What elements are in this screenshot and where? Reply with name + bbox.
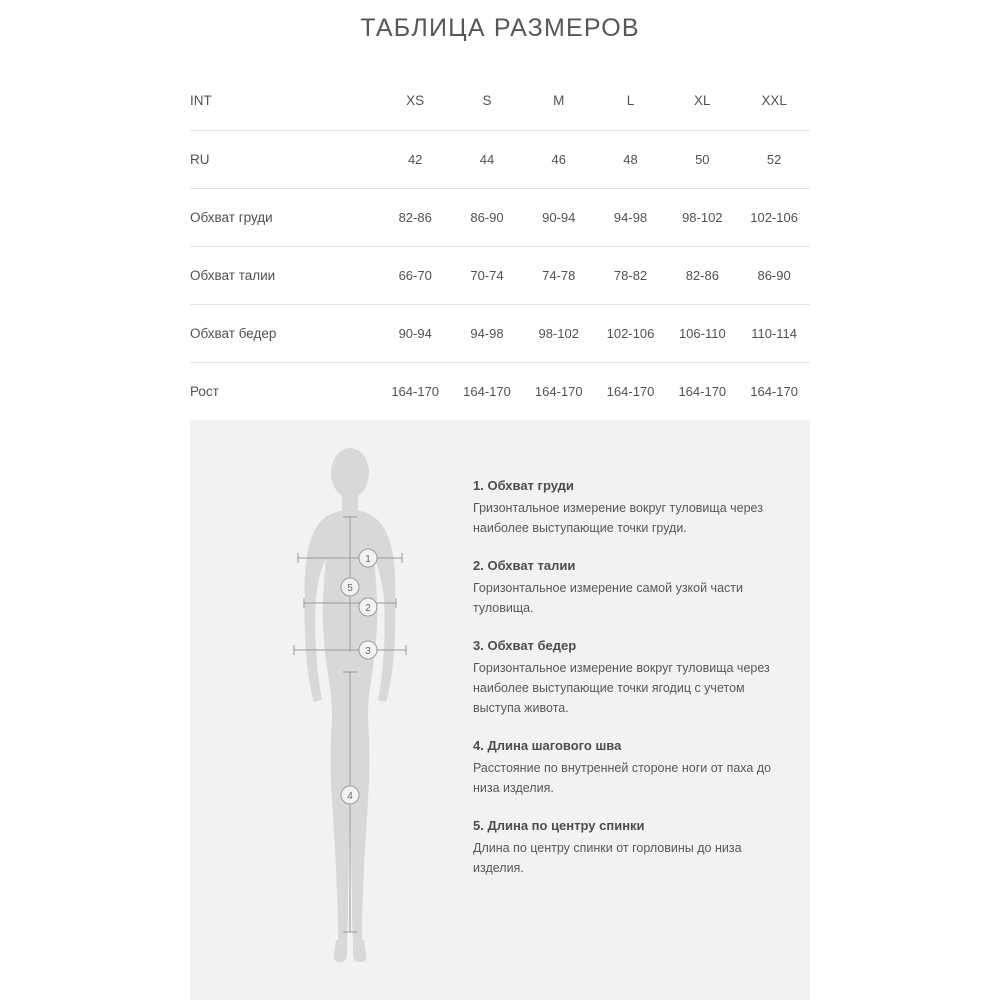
cell: 94-98 xyxy=(451,304,523,362)
cell: 50 xyxy=(666,130,738,188)
cell: 78-82 xyxy=(595,246,667,304)
description-body: Длина по центру спинки от горловины до низа изделия. xyxy=(473,841,742,875)
description-heading: 2. Обхват талии xyxy=(473,558,576,573)
cell: 98-102 xyxy=(523,304,595,362)
cell: 90-94 xyxy=(379,304,451,362)
cell: 42 xyxy=(379,130,451,188)
row-label: INT xyxy=(190,72,379,130)
cell: 86-90 xyxy=(451,188,523,246)
row-label: Обхват бедер xyxy=(190,304,379,362)
measurement-descriptions xyxy=(473,478,793,898)
marker-2-label: 2 xyxy=(365,603,371,614)
row-label: Обхват груди xyxy=(190,188,379,246)
cell: 164-170 xyxy=(750,383,798,399)
cell: 44 xyxy=(451,130,523,188)
row-label: RU xyxy=(190,130,379,188)
description-body: Гризонтальное измерение вокруг туловища через наиболее выступающие точки груди. xyxy=(473,501,763,535)
cell: 90-94 xyxy=(523,188,595,246)
table-row xyxy=(190,362,810,420)
cell: 82-86 xyxy=(666,246,738,304)
cell: XXL xyxy=(738,72,810,130)
description-item-1 xyxy=(473,478,793,538)
cell: L xyxy=(595,72,667,130)
cell: 164-170 xyxy=(463,383,511,399)
cell: 74-78 xyxy=(523,246,595,304)
cell: 94-98 xyxy=(595,188,667,246)
size-table-body xyxy=(190,72,810,420)
page-title: ТАБЛИЦА РАЗМЕРОВ xyxy=(360,14,640,42)
cell: S xyxy=(451,72,523,130)
measurement-guide-panel xyxy=(190,420,810,1000)
cell: XS xyxy=(379,72,451,130)
cell: 164-170 xyxy=(391,383,440,399)
description-item-2 xyxy=(473,558,793,618)
cell: 102-106 xyxy=(595,304,667,362)
table-row xyxy=(190,72,810,130)
cell: 106-110 xyxy=(666,304,738,362)
cell: 98-102 xyxy=(666,188,738,246)
description-heading: 3. Обхват бедер xyxy=(473,638,577,653)
body-figure xyxy=(250,440,450,985)
cell: 70-74 xyxy=(451,246,523,304)
marker-4-label: 4 xyxy=(347,791,353,802)
cell: 48 xyxy=(595,130,667,188)
size-table xyxy=(190,72,810,420)
table-row xyxy=(190,304,810,362)
cell: 164-170 xyxy=(678,383,727,399)
table-row xyxy=(190,246,810,304)
cell: 46 xyxy=(523,130,595,188)
cell: M xyxy=(523,72,595,130)
description-body: Горизонтальное измерение вокруг туловища через наиболее выступающие точки ягодиц с учетом выступа живота. xyxy=(473,661,770,715)
description-item-3 xyxy=(473,638,793,718)
cell: 110-114 xyxy=(738,304,810,362)
description-item-5 xyxy=(473,818,793,878)
table-row xyxy=(190,188,810,246)
table-row xyxy=(190,130,810,188)
description-heading: 1. Обхват груди xyxy=(473,478,574,493)
description-body: Расстояние по внутренней стороне ноги от паха до низа изделия. xyxy=(473,761,772,795)
marker-3-label: 3 xyxy=(365,646,371,657)
cell: 66-70 xyxy=(379,246,451,304)
cell: 164-170 xyxy=(606,383,655,399)
row-label: Обхват талии xyxy=(190,246,379,304)
description-heading: 5. Длина по центру спинки xyxy=(473,818,645,833)
cell: 82-86 xyxy=(379,188,451,246)
marker-1-label: 1 xyxy=(365,554,371,565)
marker-5-label: 5 xyxy=(347,583,353,594)
description-item-4 xyxy=(473,738,793,798)
description-body: Горизонтальное измерение самой узкой части туловища. xyxy=(473,581,743,615)
row-label: Рост xyxy=(190,383,219,399)
cell: 52 xyxy=(738,130,810,188)
cell: 164-170 xyxy=(534,383,583,399)
cell: XL xyxy=(666,72,738,130)
description-heading: 4. Длина шагового шва xyxy=(473,738,622,753)
cell: 102-106 xyxy=(738,188,810,246)
cell: 86-90 xyxy=(738,246,810,304)
